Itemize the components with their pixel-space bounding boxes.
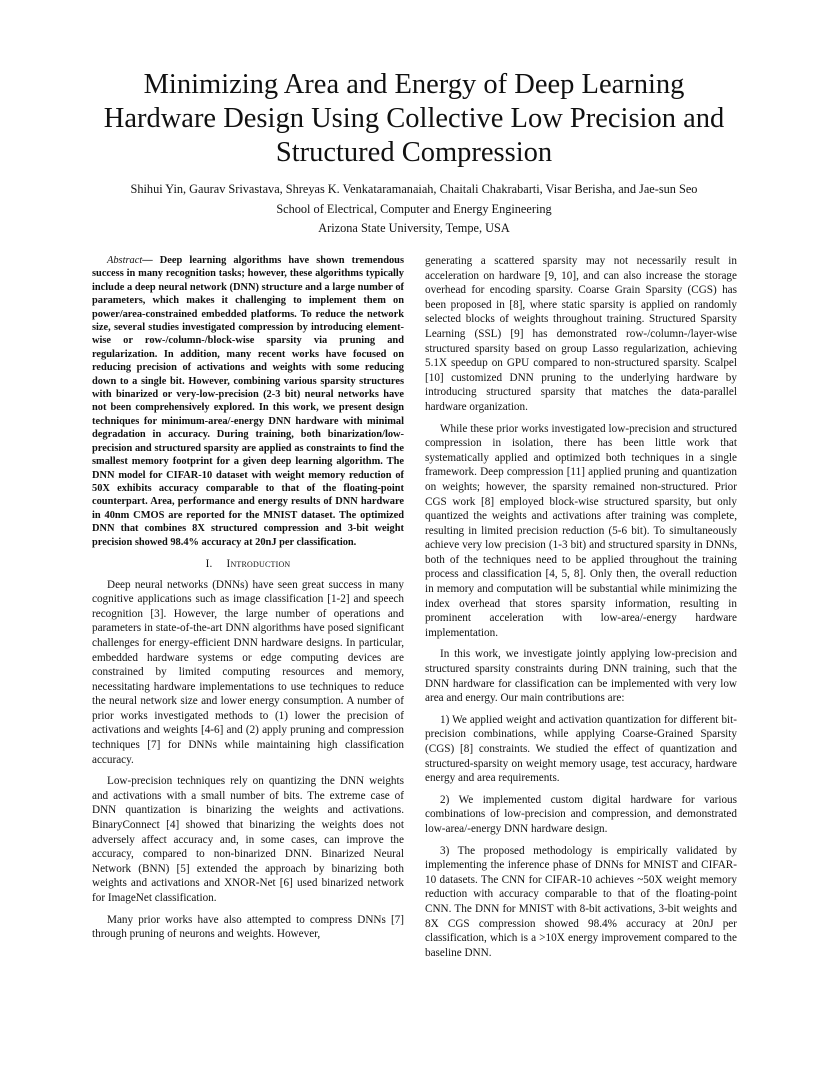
body-paragraph: While these prior works investigated low-precision and structured compression in isolation, there has been little work that systematically applied and optimized both techniques in a single framework. Deep compression [11] applied pruning and quantization on weights; however, the sparsity remained non-structured. Prior CGS work [8] employed block-wise structured sparsity, but only quantized the weights and activations after training was complete, resulting in limited precision reduction (5-6 bit). To simultaneously achieve very low precision (1-3 bit) and structured sparsity in DNNs, both of the techniques need to be applied throughout the training process and classification [4, 5, 8]. Only then, the overall reduction in memory and computation will be substantial while minimizing the index overhead that stores sparsity information, resulting in prominent acceleration with low-area/-energy hardware implementation. — [425, 422, 737, 639]
left-column — [92, 254, 404, 949]
contribution-item-3: 3) The proposed methodology is empirically validated by implementing the inference phase of DNNs for MNIST and CIFAR-10 datasets. The CNN for CIFAR-10 achieves ~50X weight memory reduction with accuracy comparable to that of the floating-point CNN. The DNN for MNIST with 8-bit activations, 3-bit weights and 8X CGS compression showed 98.4% accuracy at 20nJ per classification, which is a >10X energy improvement compared to the baseline DNN. — [425, 844, 737, 959]
author-list: Shihui Yin, Gaurav Srivastava, Shreyas K. Venkataramanaiah, Chaitali Chakrabarti, Visar Berisha, and Jae-sun Seo — [130, 182, 698, 196]
body-paragraph: In this work, we investigate jointly applying low-precision and structured sparsity constraints during DNN training, such that the DNN hardware for classification can be implemented with very low area and energy. Our main contributions are: — [425, 648, 737, 705]
section-heading-introduction — [92, 557, 404, 572]
body-paragraph: generating a scattered sparsity may not necessarily result in acceleration on hardware [9, 10], and can also increase the storage overhead for encoding sparsity. Coarse Grain Sparsity (CGS) has been proposed in [8], where static sparsity is applied on randomly selected blocks of weights throughout training. Structured Sparsity Learning (SSL) [9] has demonstrated row-/column-/layer-wise structured sparsity based on group Lasso regularization, achieving 5.1X speedup on GPU compared to non-structured sparsity. Scalpel [10] customized DNN pruning to the underlying hardware by introducing structured sparsity that matches the data-parallel hardware organization. — [425, 255, 737, 413]
abstract-text: Deep learning algorithms have shown tremendous success in many recognition tasks; however, these algorithms typically include a deep neural network (DNN) structure and a large number of parameters, which makes it challenging to implement them on power/area-constrained embedded platforms. To reduce the network size, several studies investigated compression by introducing element-wise or row-/column-/block-wise sparsity via pruning and regularization. In addition, many recent works have focused on reducing precision of activations and weights with some reducing down to a single bit. However, combining various sparsity structures with binarized or very-low-precision (2-3 bit) neural networks have not been comprehensively explored. In this work, we present design techniques for minimum-area/-energy DNN hardware with minimal degradation in accuracy. During training, both binarization/low-precision and structured sparsity are applied as constraints to find the smallest memory footprint for a given deep learning algorithm. The DNN model for CIFAR-10 dataset with weight memory reduction of 50X exhibits accuracy comparable to that of the floating-point counterpart. Area, performance and energy results of DNN hardware in 40nm CMOS are reported for the MNIST dataset. The optimized DNN that combines 8X structured compression and 3-bit weight precision showed 98.4% accuracy at 20nJ per classification. — [92, 255, 404, 548]
contribution-item-2: 2) We implemented custom digital hardware for various combinations of low-precision and compression, and demonstrated low-area/-energy DNN hardware design. — [425, 793, 737, 835]
paper-title — [60, 68, 768, 170]
author-block — [60, 180, 768, 239]
title-line-3: Structured Compression — [275, 137, 553, 168]
affiliation-line-2: Arizona State University, Tempe, USA — [318, 221, 510, 235]
abstract-label: Abstract — [107, 255, 143, 266]
body-paragraph: Deep neural networks (DNNs) have seen great success in many cognitive applications such as image classification [1-2] and speech recognition [3]. However, the large number of operations and parameters in state-of-the-art DNN algorithms have posed significant challenges for energy-efficient DNN hardware designs. In particular, embedded hardware systems or edge computing devices are constrained by limited computing resources and memory, necessitating hardware implementations to use techniques to reduce the neural network size and lower energy consumption. A number of prior works investigated methods to (1) lower the precision of activations and weights [4-6] and (2) apply pruning and compression techniques [7] for DNNs while maintaining high classification accuracy. — [92, 578, 404, 766]
title-line-2: Hardware Design Using Collective Low Precision and — [103, 103, 725, 134]
contribution-item-1: 1) We applied weight and activation quantization for different bit-precision combinations, while applying Coarse-Grained Sparsity (CGS) [8] constraints. We studied the effect of quantization and structured-sparsity on weight memory usage, test accuracy, hardware energy and area requirements. — [425, 713, 737, 785]
section-number: I. — [205, 557, 213, 570]
right-column — [425, 254, 737, 967]
title-line-1: Minimizing Area and Energy of Deep Learning — [143, 69, 685, 100]
abstract-dash: — — [142, 255, 160, 266]
affiliation-line-1: School of Electrical, Computer and Energy Engineering — [276, 201, 552, 216]
section-title: Introduction — [226, 557, 291, 570]
body-paragraph: Many prior works have also attempted to compress DNNs [7] through pruning of neurons and weights. However, — [92, 913, 404, 941]
body-paragraph: Low-precision techniques rely on quantizing the DNN weights and activations with a small number of bits. The extreme case of DNN quantization is binarizing the weights and activations. BinaryConnect [4] showed that binarizing the weights does not adversely affect accuracy and, in some cases, can improve the accuracy, compared to non-binarized DNN. Binarized Neural Network (BNN) [5] extended the approach by binarizing both weights and activations and XNOR-Net [6] used binarized network for ImageNet classification. — [92, 775, 404, 904]
abstract — [92, 254, 404, 549]
